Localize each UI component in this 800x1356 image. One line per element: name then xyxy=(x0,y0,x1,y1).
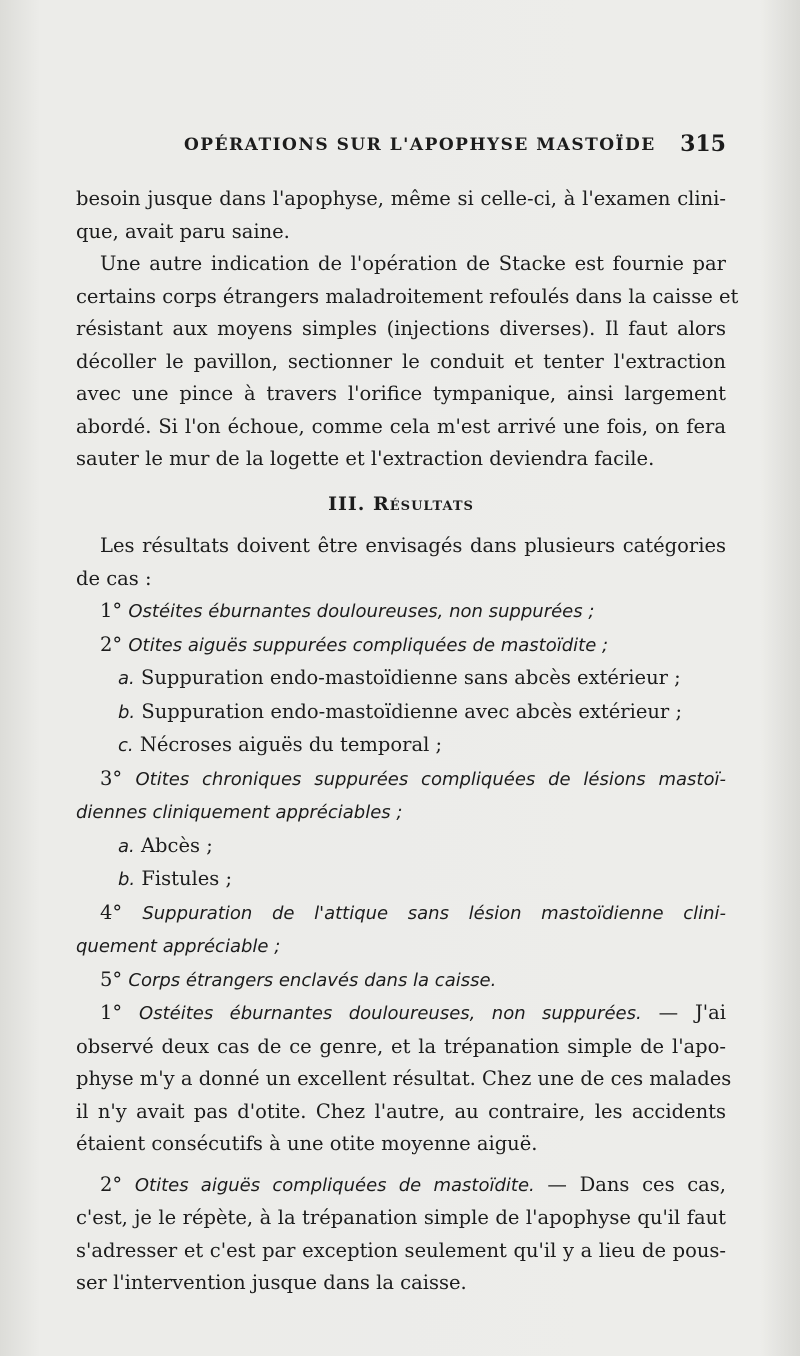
category-number: 4° xyxy=(100,900,123,924)
text-line: s'adresser et c'est par exception seulement qu'il y a lieu de pous- xyxy=(76,1238,726,1262)
subcategory-text: Fistules ; xyxy=(141,867,233,890)
category-number: 1° xyxy=(100,599,123,622)
running-title: OPÉRATIONS SUR L'APOPHYSE MASTOÏDE xyxy=(184,135,656,155)
category-text: Otites aiguës suppurées compliquées de mastoïdite ; xyxy=(128,634,609,656)
paragraph-number: 1° xyxy=(100,1001,123,1024)
running-head xyxy=(76,131,726,159)
category-number: 5° xyxy=(100,967,123,991)
subcategory-text: Nécroses aiguës du temporal ; xyxy=(139,733,443,756)
text-line: de cas : xyxy=(76,566,152,590)
paragraph-heading: Otites aiguës compliquées de mastoïdite. xyxy=(134,1174,535,1196)
subcategory-letter: a. xyxy=(118,668,135,689)
subcategory-text: Suppuration endo-mastoïdienne sans abcès extérieur ; xyxy=(140,666,681,689)
text-line: avec une pince à travers l'orifice tympanique, ainsi largement xyxy=(76,382,726,405)
category-4 xyxy=(76,897,726,931)
text-line: que, avait paru saine. xyxy=(76,219,290,243)
subcategory-2a xyxy=(76,662,726,696)
text-line: étaient consécutifs à une otite moyenne aiguë. xyxy=(76,1132,538,1155)
category-5 xyxy=(76,964,726,998)
category-4-cont xyxy=(76,930,726,964)
paragraph-number: 2° xyxy=(100,1172,123,1196)
category-text: quement appréciable ; xyxy=(76,936,281,957)
category-3-cont xyxy=(76,796,726,830)
text-line: ser l'intervention jusque dans la caisse. xyxy=(76,1271,467,1294)
text-line: c'est, je le répète, à la trépanation simple de l'apophyse qu'il faut xyxy=(76,1206,726,1229)
page-number: 315 xyxy=(680,131,726,157)
category-text: Suppuration de l'attique sans lésion mastoïdienne clini- xyxy=(142,902,726,924)
subcategory-3b xyxy=(76,863,726,897)
text-line: physe m'y a donné un excellent résultat. Chez une de ces malades xyxy=(76,1067,732,1090)
category-1 xyxy=(76,595,726,629)
section-heading: III. Résultats xyxy=(328,492,474,515)
subcategory-letter: b. xyxy=(118,701,136,723)
subcategory-2c xyxy=(76,729,726,763)
text-line: abordé. Si l'on échoue, comme cela m'est arrivé une fois, on fera xyxy=(76,414,726,438)
category-number: 2° xyxy=(100,632,123,656)
category-number: 3° xyxy=(100,766,123,790)
paragraph-lead-text: — J'ai xyxy=(641,1001,727,1024)
text-line: Les résultats doivent être envisagés dans plusieurs catégories xyxy=(100,534,726,557)
category-text: Otites chroniques suppurées compliquées de lésions mastoï- xyxy=(135,768,726,790)
paragraph-1-lead xyxy=(76,997,726,1031)
subcategory-letter: c. xyxy=(118,735,134,756)
text-line: certains corps étrangers maladroitement refoulés dans la caisse et xyxy=(76,284,739,308)
text-line: il n'y avait pas d'otite. Chez l'autre, au contraire, les accidents xyxy=(76,1099,726,1123)
category-text: Ostéites éburnantes douloureuses, non suppurées ; xyxy=(128,601,595,622)
page-body xyxy=(76,183,739,1300)
text-line: résistant aux moyens simples (injections diverses). Il faut alors xyxy=(76,317,726,340)
subcategory-3a xyxy=(76,830,726,864)
text-line: besoin jusque dans l'apophyse, même si celle-ci, à l'examen clini- xyxy=(76,187,726,210)
paragraph-lead-text: — Dans ces cas, xyxy=(534,1172,727,1196)
paragraph-heading: Ostéites éburnantes douloureuses, non suppurées. xyxy=(139,1003,642,1024)
subcategory-letter: b. xyxy=(118,869,136,890)
text-line: observé deux cas de ce genre, et la trépanation simple de l'apo- xyxy=(76,1034,726,1058)
subcategory-2b xyxy=(76,696,726,730)
subcategory-text: Abcès ; xyxy=(140,833,213,857)
category-2 xyxy=(76,629,726,663)
category-3 xyxy=(76,763,726,797)
paragraph-2-lead xyxy=(76,1169,726,1203)
subcategory-text: Suppuration endo-mastoïdienne avec abcès extérieur ; xyxy=(141,699,683,723)
category-text: diennes cliniquement appréciables ; xyxy=(76,802,403,823)
category-text: Corps étrangers enclavés dans la caisse. xyxy=(128,969,497,991)
subcategory-letter: a. xyxy=(118,835,135,857)
text-line: sauter le mur de la logette et l'extraction deviendra facile. xyxy=(76,447,655,470)
text-line: décoller le pavillon, sectionner le conduit et tenter l'extraction xyxy=(76,349,726,373)
text-line: Une autre indication de l'opération de Stacke est fournie par xyxy=(100,252,726,275)
